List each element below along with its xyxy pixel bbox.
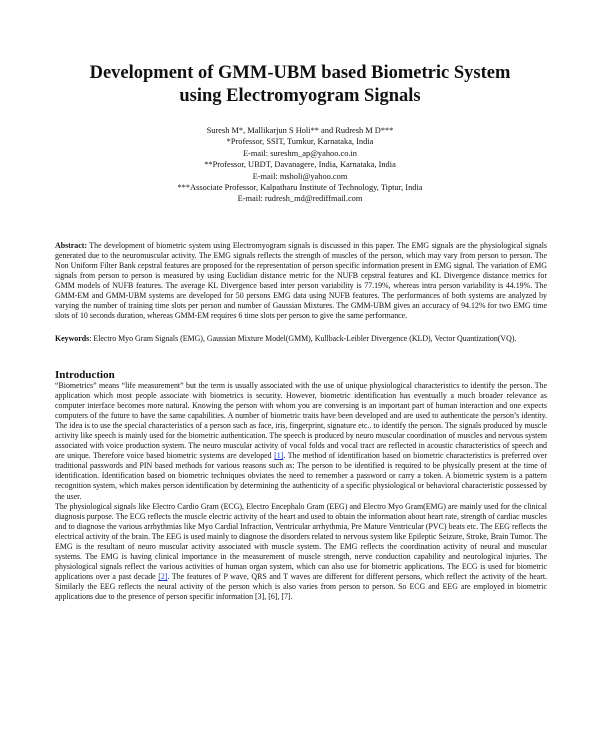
title-line-2: using Electromyogram Signals [179, 86, 421, 106]
author-email-2: E-mail: msholi@yahoo.com [252, 171, 348, 181]
keywords-text: : Electro Myo Gram Signals (EMG), Gaussian Mixture Model(GMM), Kullback-Leibler Divergence (KLD), Vector Quantization(VQ). [89, 334, 517, 343]
keywords-paragraph [55, 334, 547, 344]
intro-p1-text-b: . The method of identification based on biometric characteristics is preferred over traditional passwords and PIN based methods for various reasons such as: The person to be identified is required to be physically present at the time of identification. Identification based on biometric techniques obviates the need to remember a password or carry a token. A biometric system is a pattern recognition system, which makes person identification by determining the authenticity of a specific physiological or behavioral characteristic possessed by the user. [55, 451, 547, 501]
intro-paragraph-2 [55, 502, 547, 602]
author-block [40, 125, 560, 205]
title-line-1: Development of GMM-UBM based Biometric System [89, 63, 511, 83]
introduction-section [55, 381, 547, 602]
introduction-heading: Introduction [55, 369, 115, 381]
author-affiliation-1: *Professor, SSIT, Tumkur, Karnataka, India [226, 137, 374, 147]
author-affiliation-3: ***Associate Professor, Kalpatharu Institute of Technology, Tiptur, India [177, 183, 423, 193]
citation-link-1[interactable]: [1] [274, 451, 284, 461]
abstract-text: The development of biometric system using Electromyogram signals is discussed in this paper. The EMG signals are the physiological signals generated due to the neuromuscular activity. The EMG signals reflects the strength of muscles of the person, which may vary from person to person. The Non Uniform Filter Bank cepstral features are proposed for the representation of person specific information present in EMG signal. The variation of EMG signals from person to person is measured by using Euclidian distance metric for the NUFB cepstral features and KL Divergence distance metrics for GMM models of NUFB features. The average KL Divergence based inter person variability is 77.19%, whereas intra person variability is 44.19%. The GMM-EM and GMM-UBM systems are developed for 50 persons EMG data using NUFB features. The performances of both systems are analyzed by varying the number of training time slots per person and number of Gaussian Mixtures. The GMM-UBM gives an accuracy of 94.12% for two EMG time slots of 10 seconds duration, whereas GMM-EM requires 6 time slots per person to give the same performance. [55, 241, 547, 321]
author-names: Suresh M*, Mallikarjun S Holi** and Rudresh M D*** [206, 126, 394, 135]
intro-p1-text-a: “Biometrics” means “life measurement” but the term is usually associated with the use of unique physiological characteristics to identify the person. The application which most people associate with biometrics is security. However, biometric identification has eventually a much broader relevance as computer interface becomes more natural. Knowing the person with whom you are conversing is an important part of human interaction and one expects computers of the future to have the same capabilities. A number of biometric traits have been developed and are used to authenticate the person’s identity. The idea is to use the special characteristics of a person such as face, iris, fingerprint, signature etc.. to identify the person. The signals produced by muscle activity like speech is mainly used for the biometric authentication. The speech is produced by neuro muscular coordination of muscles and nervous system associated with voice production system. The neuro muscular activity of vocal folds and vocal tract are reflected in acoustic characteristics of speech and are unique. Therefore voice based biometric systems are developed [55, 381, 547, 461]
author-email-3: E-mail: rudresh_md@rediffmail.com [237, 194, 363, 204]
intro-p2-text-b: . The features of P wave, QRS and T waves are different for different persons, which reflect the activity of the heart. Similarly the EEG reflects the neural activity of the person which is also varies from person to person. So ECG and EEG are employed in biometric applications due to the presence of person specific information [3], [6], [7]. [55, 571, 547, 601]
keywords-label: Keywords [55, 334, 90, 343]
abstract-label: Abstract: [55, 241, 87, 250]
intro-paragraph-1 [55, 381, 547, 502]
abstract-section [55, 241, 547, 321]
paper-title [40, 62, 560, 108]
author-email-1: E-mail: sureshm_ap@yahoo.co.in [242, 148, 357, 158]
keywords-section [55, 334, 547, 344]
intro-p2-text-a: The physiological signals like Electro Cardio Gram (ECG), Electro Encephalo Gram (EEG) and Electro Myo Gram(EMG) are mainly used for the clinical diagnosis purpose. The ECG reflects the muscle electric activity of the heart and used to obtain the information about heart rate, strength of cardiac muscles and to diagnose the various arrhythmias like Myo Cardial Infraction, Ventricular arrhythmia, Pre Mature Ventricular (PVC) beats etc. The EEG reflects the electrical activity of the brain. The EEG is used mainly to diagnose the disorders related to nervous system like Epileptic Seizure, Stroke, Brain Tumor. The EMG is the resultant of neuro muscular activity associated with muscle system. The EMG reflects the coordination activity of neural and muscular systems. The EMG is having clinical importance in the measurement of muscle strength, nerve conduction capability and neurological injuries. The physiological signals reflect the various activities of human organ system, which can also use for biometric applications. The ECG is used for biometric applications over a past decade [55, 501, 547, 581]
author-affiliation-2: **Professor, UBDT, Davanagere, India, Karnataka, India [204, 160, 396, 170]
abstract-paragraph [55, 241, 547, 321]
citation-link-2[interactable]: [2] [158, 571, 168, 581]
